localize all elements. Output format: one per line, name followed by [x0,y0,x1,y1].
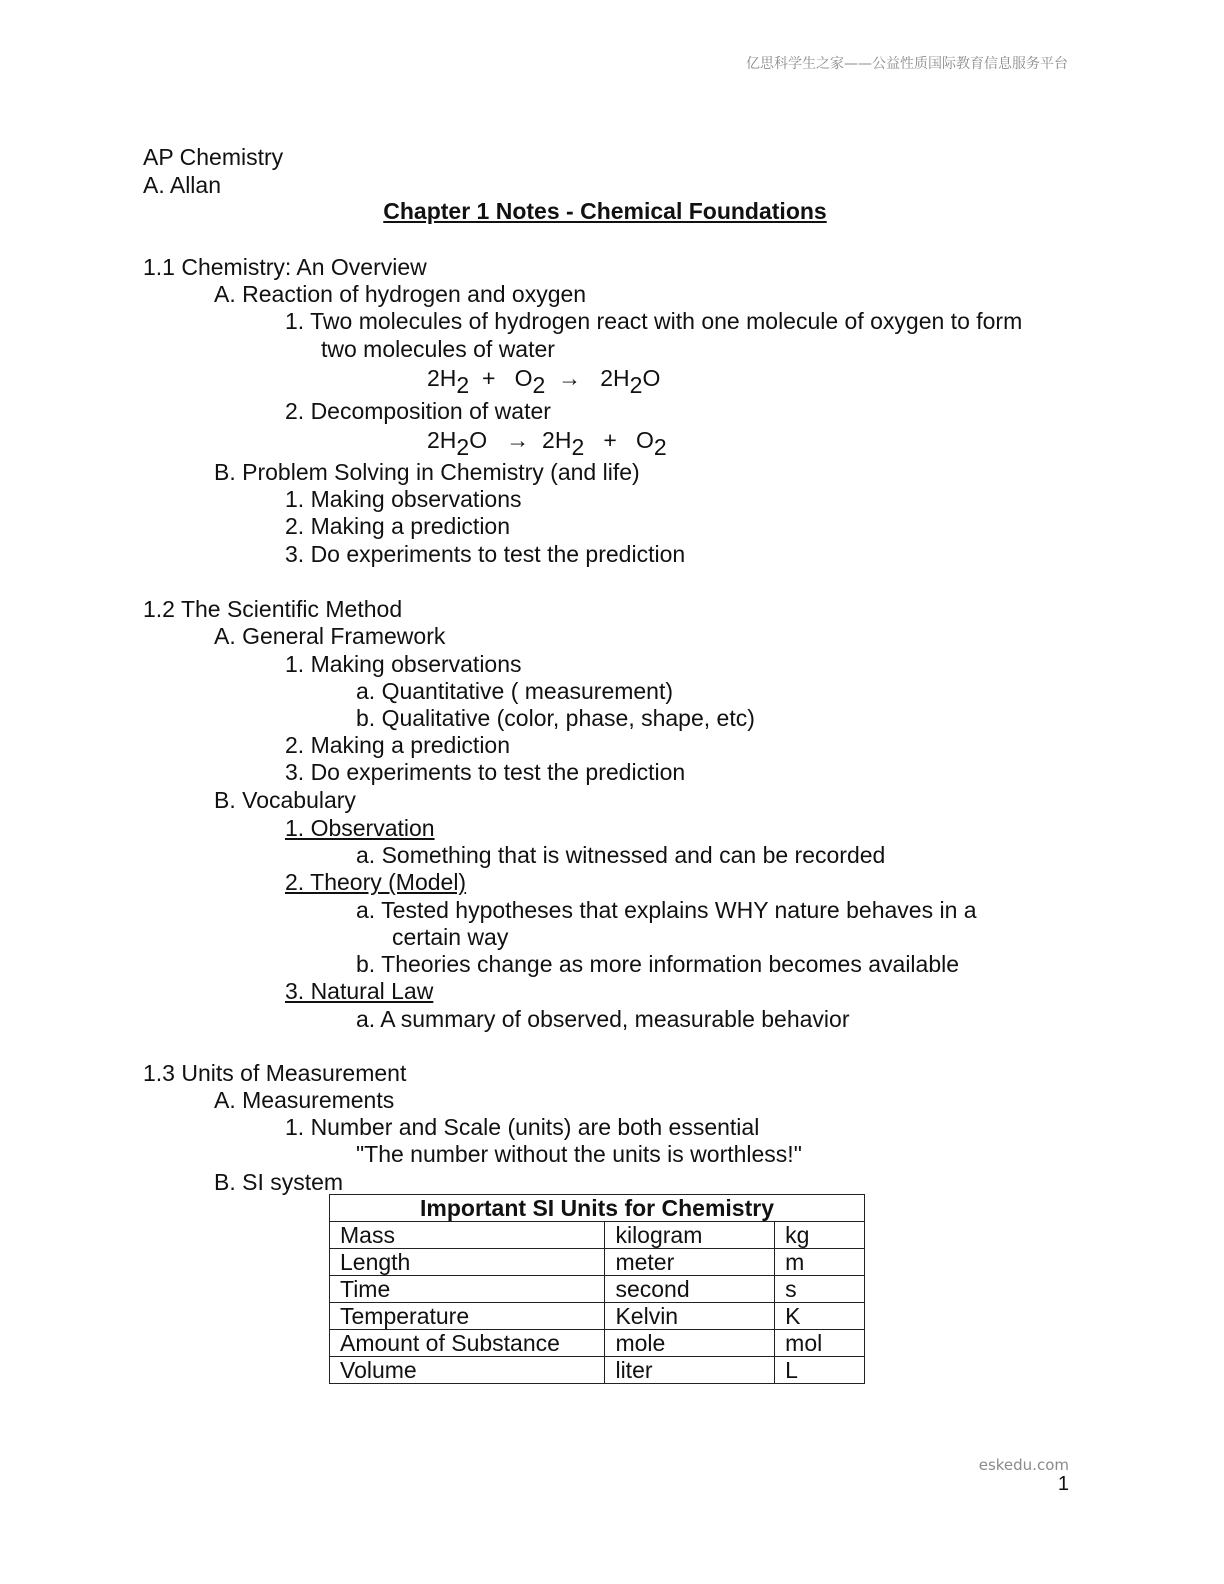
table-cell: kg [775,1222,865,1249]
table-cell: kilogram [605,1222,775,1249]
outline-item: two molecules of water [321,336,555,362]
outline-item: b. Theories change as more information becomes available [356,951,960,977]
outline-item: 1. Two molecules of hydrogen react with one molecule of oxygen to form [285,308,1023,334]
table-cell: meter [605,1249,775,1276]
table-cell: Mass [330,1222,605,1249]
quote: "The number without the units is worthless!" [356,1141,802,1167]
table-cell: mol [775,1330,865,1357]
equation-synthesis: $2H_2$ + $O_2$ → $2H_2O$ [427,365,661,398]
outline-item: 1. Number and Scale (units) are both essential [285,1114,760,1140]
table-cell: Temperature [330,1303,605,1330]
table-cell: Amount of Substance [330,1330,605,1357]
table-row [330,1357,865,1384]
outline-item: A. General Framework [214,623,446,649]
outline-item: 3. Do experiments to test the prediction [285,759,686,785]
vocab-term: 2. Theory (Model) [285,869,467,895]
section-1-2-heading: 1.2 The Scientific Method [143,596,403,622]
outline-item: 2. Making a prediction [285,513,511,539]
outline-item: 2. Decomposition of water [285,398,551,424]
vocab-term: 3. Natural Law [285,978,434,1004]
outline-item: a. A summary of observed, measurable behavior [356,1006,850,1032]
section-1-1-heading: 1.1 Chemistry: An Overview [143,254,427,280]
page-number: 1 [1057,1473,1069,1495]
equation-decomposition: $2H_2O$ → $2H_2$ + $O_2$ [427,427,667,460]
outline-item: 1. Making observations [285,651,522,677]
course-name: AP Chemistry [143,144,284,170]
table-cell: m [775,1249,865,1276]
table-row [330,1303,865,1330]
table-row [330,1276,865,1303]
table-row [330,1249,865,1276]
table-cell: Volume [330,1357,605,1384]
vocab-term: 1. Observation [285,815,435,841]
si-units-table [329,1194,865,1384]
arrow-icon: → [506,427,530,453]
outline-item: B. SI system [214,1169,344,1195]
section-1-3-heading: 1.3 Units of Measurement [143,1060,407,1086]
table-cell: Length [330,1249,605,1276]
outline-item: B. Vocabulary [214,787,356,813]
outline-item: B. Problem Solving in Chemistry (and life) [214,459,640,485]
page-title: Chapter 1 Notes - Chemical Foundations [383,198,827,224]
table-cell: K [775,1303,865,1330]
header-watermark: 亿思科学生之家——公益性质国际教育信息服务平台 [746,56,1068,72]
table-cell: Kelvin [605,1303,775,1330]
footer-site-name: eskedu.com [978,1456,1069,1474]
outline-item: b. Qualitative (color, phase, shape, etc) [356,705,755,731]
outline-item: 1. Making observations [285,486,522,512]
table-cell: L [775,1357,865,1384]
outline-item: a. Something that is witnessed and can be recorded [356,842,886,868]
arrow-icon: → [558,365,582,391]
outline-item: a. Quantitative ( measurement) [356,678,674,704]
table-row [330,1330,865,1357]
table-cell: second [605,1276,775,1303]
outline-item: 3. Do experiments to test the prediction [285,541,686,567]
outline-item: 2. Making a prediction [285,732,511,758]
table-cell: mole [605,1330,775,1357]
author-name: A. Allan [143,172,221,198]
outline-item: A. Measurements [214,1087,395,1113]
table-row [330,1222,865,1249]
outline-item: certain way [392,924,509,950]
table-cell: Time [330,1276,605,1303]
table-cell: s [775,1276,865,1303]
table-title: Important SI Units for Chemistry [330,1195,865,1222]
table-cell: liter [605,1357,775,1384]
outline-item: A. Reaction of hydrogen and oxygen [214,281,587,307]
outline-item: a. Tested hypotheses that explains WHY nature behaves in a [356,897,977,923]
